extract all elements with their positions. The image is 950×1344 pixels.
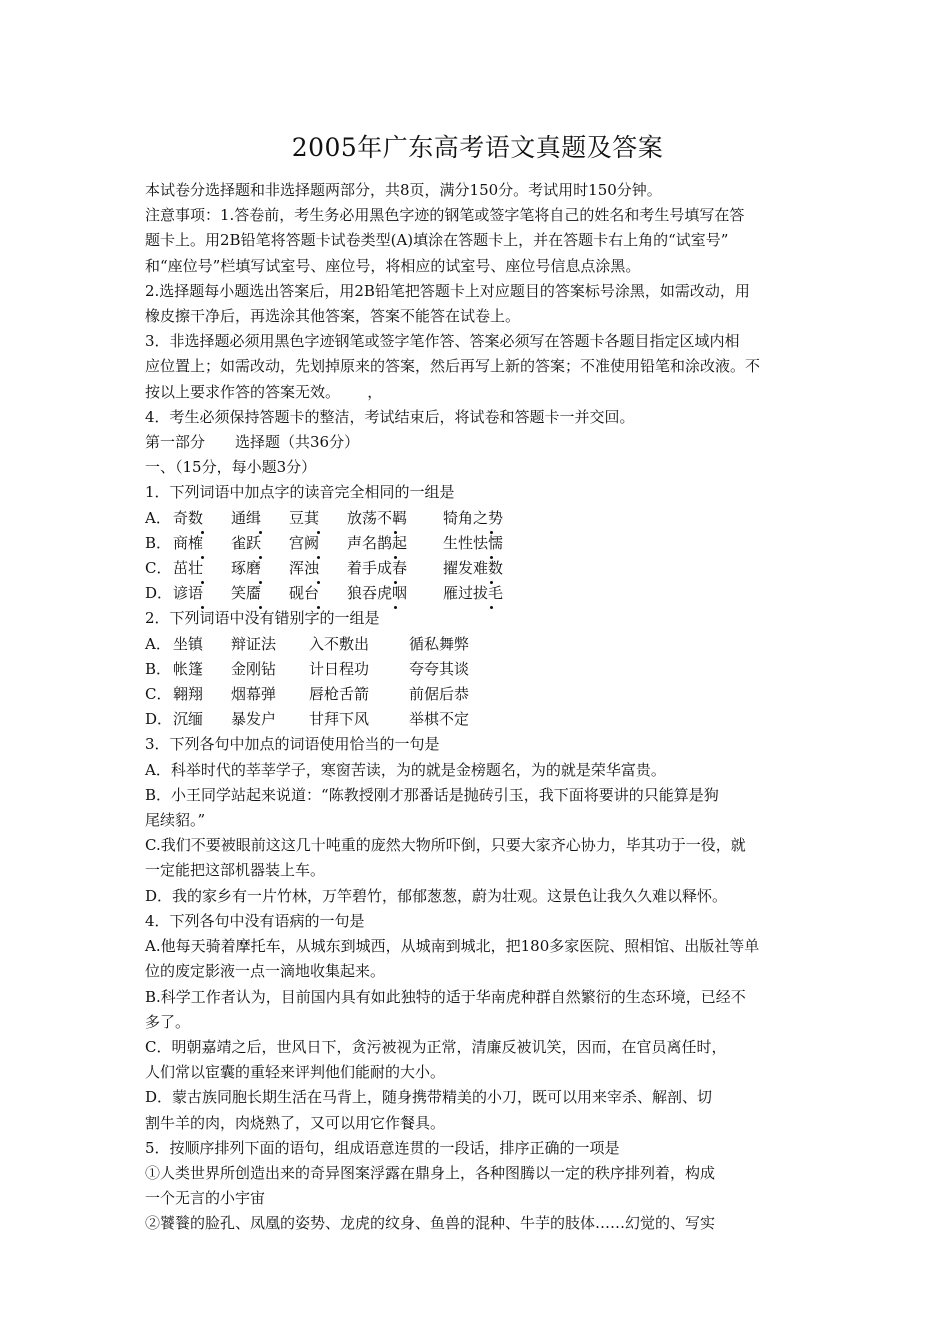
option-label: C．: [145, 559, 172, 578]
option-word: 甘拜下风: [309, 710, 370, 729]
option-word: 声名鹊起: [347, 531, 443, 556]
option-word: 雀跃: [231, 531, 289, 556]
notice-line: 按以上要求作答的答案无效。 ，: [145, 382, 383, 401]
option-word: 商榷: [173, 531, 231, 556]
question-3-option-b: B．小王同学站起来说道：“陈教授刚才那番话是抛砖引玉，我下面将要讲的只能算是狗: [145, 785, 719, 804]
option-word: 宫阙: [289, 531, 347, 556]
question-5-line: 一个无言的小宇宙: [145, 1189, 266, 1208]
option-label: A．: [145, 634, 171, 653]
option-word: 夸夸其谈: [409, 659, 470, 678]
question-4-line: C．明朝嘉靖之后，世风日下，贪污被视为正常，清廉反被讥笑，因而，在官员离任时，: [145, 1037, 727, 1056]
question-3-option-c-cont: 一定能把这部机器装上车。: [145, 861, 326, 880]
option-word: 雁过拔毛: [443, 581, 539, 606]
question-4-line: B.科学工作者认为，目前国内具有如此独特的适于华南虎种群自然繁衍的生态环境，已经不: [145, 987, 746, 1006]
option-word: 金刚钻: [231, 659, 277, 678]
option-word: 举棋不定: [409, 710, 470, 729]
question-1-option-a: [145, 506, 810, 531]
option-label: B．: [145, 533, 172, 552]
question-5-line: ①人类世界所创造出来的奇异图案浮露在鼎身上，各种图腾以一定的秩序排列着，构成: [145, 1163, 716, 1182]
option-word: 琢磨: [231, 556, 289, 581]
option-word: 犄角之势: [443, 506, 539, 531]
option-word: 计日程功: [309, 659, 370, 678]
question-4-line: 位的废定影液一点一滴地收集起来。: [145, 962, 386, 981]
option-word: 通缉: [231, 506, 289, 531]
question-1-stem: 1．下列词语中加点字的读音完全相同的一组是: [145, 483, 455, 502]
question-5-stem: 5．按顺序排列下面的语句，组成语意连贯的一段话，排序正确的一项是: [145, 1138, 620, 1157]
option-word: 烟幕弹: [231, 685, 277, 704]
question-2-option-d: [145, 707, 810, 732]
question-2-option-b: [145, 657, 810, 682]
notice-line: 3．非选择题必须用黑色字迹钢笔或签字笔作答、答案必须写在答题卡各题目指定区域内相: [145, 332, 740, 351]
part-heading: 第一部分 选择题（共36分）: [145, 433, 360, 452]
option-word: 唇枪舌箭: [309, 685, 370, 704]
notice-line: 题卡上。用2B铅笔将答题卡试卷类型(A)填涂在答题卡上，并在答题卡右上角的“试室号”: [145, 231, 729, 250]
option-label: D．: [145, 710, 173, 729]
exam-page: [145, 128, 810, 1237]
question-2-option-a: [145, 632, 810, 657]
notice-line: 橡皮擦干净后，再选涂其他答案，答案不能答在试卷上。: [145, 307, 521, 326]
option-word: 沉缅: [173, 710, 204, 729]
option-word: 翱翔: [173, 685, 204, 704]
option-word: 生性怯懦: [443, 531, 539, 556]
option-word: 帐篷: [173, 659, 204, 678]
question-4-line: 多了。: [145, 1012, 191, 1031]
option-word: 谚语: [173, 581, 231, 606]
intro-text: 本试卷分选择题和非选择题两部分，共8页，满分150分。考试用时150分钟。: [145, 181, 662, 199]
option-word: 擢发难数: [443, 556, 539, 581]
question-3-option-c: C.我们不要被眼前这这几十吨重的庞然大物所吓倒，只要大家齐心协力，毕其功于一役，就: [145, 836, 746, 855]
option-word: 豆萁: [289, 506, 347, 531]
question-4-stem: 4．下列各句中没有语病的一句是: [145, 911, 365, 930]
option-word: 茁壮: [173, 556, 231, 581]
question-4-line: A.他每天骑着摩托车，从城东到城西，从城南到城北，把180多家医院、照相馆、出版社等单: [145, 937, 760, 956]
option-label: D．: [145, 584, 173, 603]
question-3-option-b-cont: 尾续貂。”: [145, 811, 206, 830]
option-word: 入不敷出: [309, 634, 370, 653]
question-3-option-a: A．科举时代的莘莘学子，寒窗苦读，为的就是金榜题名，为的就是荣华富贵。: [145, 760, 666, 779]
option-word: 暴发户: [231, 710, 277, 729]
option-word: 着手成春: [347, 556, 443, 581]
option-word: 循私舞弊: [409, 634, 470, 653]
question-1-option-b: [145, 531, 810, 556]
notice-line: 4．考生必须保持答题卡的整洁，考试结束后，将试卷和答题卡一并交回。: [145, 407, 635, 426]
question-3-option-d: D．我的家乡有一片竹林，万竿碧竹，郁郁葱葱，蔚为壮观。这景色让我久久难以释怀。: [145, 886, 728, 905]
question-1-option-d: [145, 581, 810, 606]
section-heading: 一、（15分，每小题3分）: [145, 458, 317, 477]
option-word: 放荡不羁: [347, 506, 443, 531]
notice-line: 2.选择题每小题选出答案后，用2B铅笔把答题卡上对应题目的答案标号涂黑，如需改动，用: [145, 281, 750, 300]
option-word: 笑靥: [231, 581, 289, 606]
question-3-stem: 3．下列各句中加点的词语使用恰当的一句是: [145, 735, 440, 754]
option-word: 奇数: [173, 506, 231, 531]
option-word: 浑浊: [289, 556, 347, 581]
notice-line: 和“座位号”栏填写试室号、座位号，将相应的试室号、座位号信息点涂黑。: [145, 256, 641, 275]
option-word: 坐镇: [173, 634, 204, 653]
option-word: 狼吞虎咽: [347, 581, 443, 606]
question-2-option-c: [145, 682, 810, 707]
question-2-stem: 2．下列词语中没有错别字的一组是: [145, 609, 380, 628]
question-4-line: D．蒙古族同胞长期生活在马背上，随身携带精美的小刀，既可以用来宰杀、解剖、切: [145, 1088, 713, 1107]
question-4-line: 割牛羊的肉，肉烧熟了，又可以用它作餐具。: [145, 1113, 446, 1132]
notice-line: 应位置上；如需改动，先划掉原来的答案，然后再写上新的答案；不准使用铅笔和涂改液。不: [145, 357, 761, 376]
option-word: 辩证法: [231, 634, 277, 653]
question-4-line: 人们常以宦囊的重轻来评判他们能耐的大小。: [145, 1063, 446, 1082]
page-title: 2005年广东高考语文真题及答案: [291, 133, 664, 162]
option-label: C．: [145, 685, 172, 704]
question-5-line: ②饕餮的脸孔、凤凰的姿势、龙虎的纹身、鱼兽的混种、牛芋的肢体……幻觉的、写实: [145, 1214, 716, 1233]
option-label: A．: [145, 508, 171, 527]
option-word: 前倨后恭: [409, 685, 470, 704]
question-1-option-c: [145, 556, 810, 581]
notice-line: 注意事项：1.答卷前，考生务必用黑色字迹的钢笔或签字笔将自己的姓名和考生号填写在答: [145, 206, 745, 225]
option-label: B．: [145, 659, 172, 678]
option-word: 砚台: [289, 581, 347, 606]
